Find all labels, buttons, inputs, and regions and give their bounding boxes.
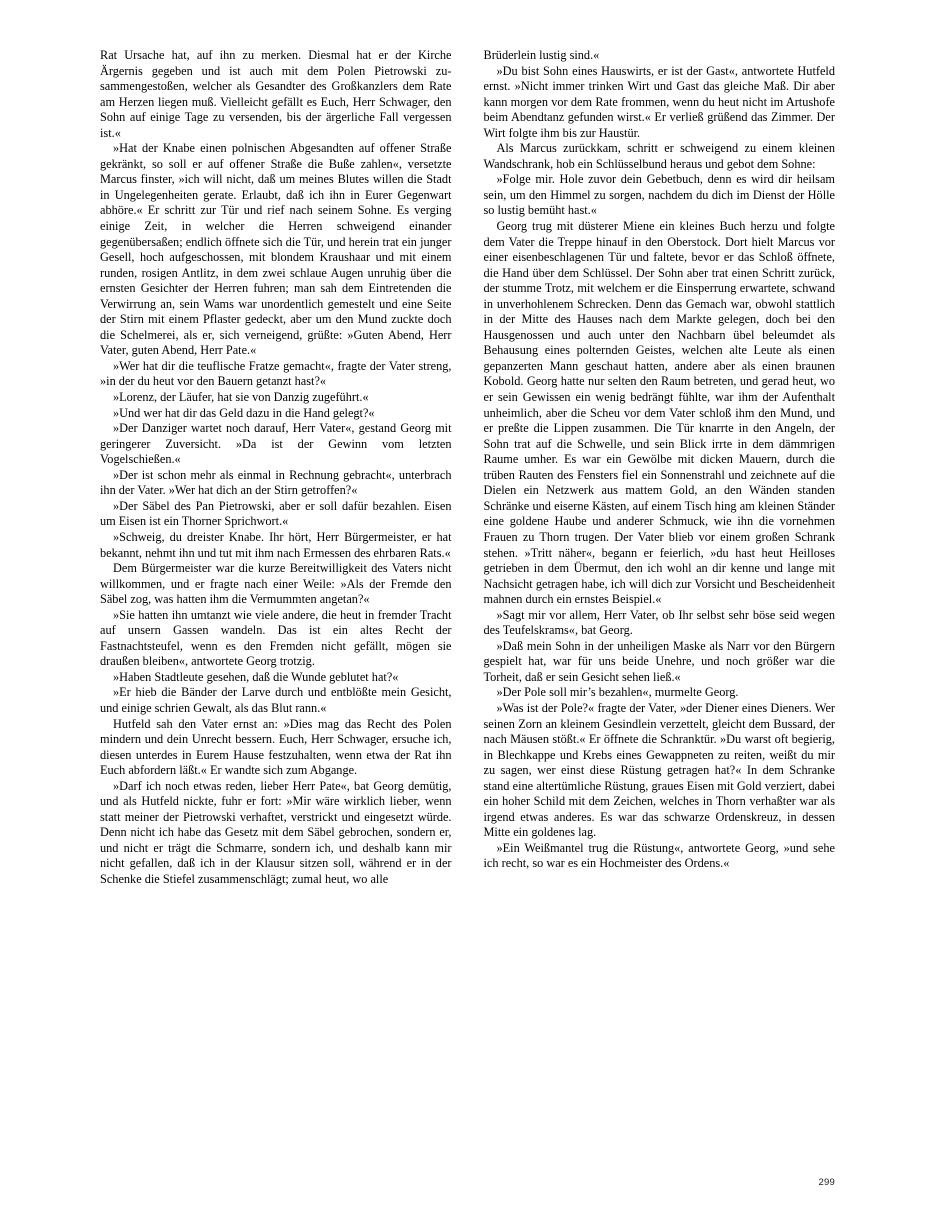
paragraph: »Wer hat dir die teuflische Fratze gemacht«, fragte der Vater streng, »in der du heut vor den Bauern getanzt hast?« [100, 358, 452, 389]
paragraph: »Er hieb die Bänder der Larve durch und entblößte mein Gesicht, und einige schrien Gewalt, als das Blut rann.« [100, 685, 452, 715]
paragraph: Brüderlein lustig sind.« [483, 48, 600, 62]
paragraph: »Sie hatten ihn umtanzt wie viele andere, die heut in fremder Tracht auf unsern Gassen wandeln. Das ist ein altes Recht der Fastnachtsteufel, wenn es den Fremden nicht gefällt, mögen sie draußen bleiben«, antwortete Georg trotzig. [100, 607, 452, 669]
right-column [484, 48, 836, 1138]
paragraph: »Was ist der Pole?« fragte der Vater, »der Diener eines Dieners. Wer seinen Zorn an kleinem Gesindlein verzettelt, gleicht dem Bussard, der nach Mäusen stößt.« Er öffnete die Schranktür. »Du warst oft begierig, in Blechkappe und Krebs eines Gewappneten zu reiten, weißt du mir zu sagen, wer einst diese Rüstung getragen hat?« In dem Schranke stand eine altertümliche Rüstung, graues Eisen mit Gold verziert, dabei ein hoher Schild mit dem Zeichen, welches in Thorn verhaßter war als irgend etwas anderes. Es war das schwarze Ordenskreuz, in dessen Mitte ein goldenes lag. [483, 700, 835, 840]
paragraph: »Darf ich noch etwas reden, lieber Herr Pate«, bat Georg demütig, und als Hutfeld nickte, fuhr er fort: »Mir wäre wirklich lieber, wenn statt meiner der Pietrowski verhaftet, verstrickt und eingesetzt würde. Denn nicht ich habe das Gesetz mit dem Säbel gebrochen, sondern er, und nicht er trägt die Schmarre, sondern ich, und deshalb kann mir nicht gefallen, daß ich in der Klausur sitzen soll, während er in der Schenke die Stiefel zusammenschlägt; zumal heut, wo alle [100, 778, 452, 886]
paragraph: »Der ist schon mehr als einmal in Rechnung gebracht«, unterbrach ihn der Vater. »Wer hat dich an der Stirn getroffen?« [100, 467, 452, 498]
paragraph: Georg trug mit düsterer Miene ein kleines Buch herzu und folgte dem Vater die Treppe hinauf in den Oberstock. Dort hielt Marcus vor einer eisenbeschlagenen Tür und faltete, bevor er das Schloß öffnete, die Hand über dem Schlüssel. Der Sohn aber trat einen Schritt zurück, der stumme Trotz, mit welchem er die Einsperrung erwartete, schwand in unverhohlenem Schrecken. Denn das Gemach war, obwohl stattlich in der Mitte des Hauses nach dem Markte gelegen, doch bei den Hausgenossen und auch unter den Nachbarn übel beleumdet als Behausung eines polternden Geistes, welchen alte Leute als einen gepanzerten Mann geschaut hatten, andere aber als einen braunen Kobold. Georg hatte nur selten den Raum betreten, und gerad heut, wo er sein Gewissen ein wenig bedrängt fühlte, war ihm der Aufenthalt unheimlich, aber die Scheu vor dem Vater schloß ihm den Mund, und er preßte die Lippen zusammen. Die Tür knarrte in den Angeln, der Sohn trat auf die Schwelle, und sein Blick irrte in dem dämmrigen Raume umher. Es war ein Gewölbe mit dicken Mauern, durch die trüben Rauten des Fensters fiel ein Sonnenstrahl und zeichnete auf die Dielen ein Netzwerk aus mattem Gold, an den Wänden standen Schränke und eiserne Kästen, auf einem Tisch hing am kleinen Ständer eine goldene Haube und anderer Schmuck, wie ihn die vornehmen Frauen zu Thorn trugen. Der Vater blieb vor einem großen Schrank stehen. »Tritt näher«, begann er feierlich, »du hast heut Heilloses getrieben in dem Übermut, den ich wohl an dir kenne und lange mit Nachsicht getragen habe, ich will dich zur Vorsicht und Bescheidenheit mahnen durch ein ernstes Beispiel.« [483, 219, 835, 607]
paragraph: »Schweig, du dreister Knabe. Ihr hört, Herr Bürgermeister, er hat bekannt, nehmt ihn und tut mit ihm nach Ermessen des ehrbaren Rats.« [100, 529, 452, 560]
paragraph: »Ein Weißmantel trug die Rüstung«, antwortete Georg, »und sehe ich recht, so war es ein Hochmeister des Ordens.« [483, 840, 835, 871]
paragraph: »Folge mir. Hole zuvor dein Gebetbuch, denn es wird dir heilsam sein, um den Himmel zu sorgen, nachdem du dich im Dienst der Hölle so lustig bemüht hast.« [483, 172, 835, 218]
left-column [100, 48, 452, 1138]
paragraph: »Hat der Knabe einen polnischen Abgesandten auf offener Straße gekränkt, so soll er auf offener Straße die Buße zahlen«, versetzte Marcus finster, »ich will nicht, daß um meines Blutes willen die Stadt in Ungelegenheiten gerate. Erlaubt, daß ich ihn in Eurer Gegenwart abhöre.« Er schritt zur Tür und rief nach seinem Sohne. Es verging einige Zeit, in welcher die Herren schweigend einander gegenübersaßen; endlich öffnete sich die Tür, und herein trat ein junger Gesell, hoch aufgeschossen, mit blondem Kraushaar und mit einem runden, rosigen Antlitz, in dem zwei schlaue Augen unruhig über die ernsten Gesichter der Herren fuhren; man sah dem Eintretenden die Verwirrung an, sein Wams war unordentlich gemestelt und eine Seite der Stirn mit einem Pflaster gedeckt, aber um den Mund zuckte doch die Schelmerei, als er, sich verneigend, grüßte: »Guten Abend, Herr Vater, guten Abend, Herr Pate.« [100, 141, 452, 358]
paragraph: »Der Säbel des Pan Pietrowski, aber er soll dafür bezahlen. Eisen um Eisen ist ein Thorner Sprichwort.« [100, 498, 452, 529]
paragraph: »Daß mein Sohn in der unheiligen Maske als Narr vor den Bürgern gespielt hat, war für uns beide Unehre, und noch größer war die Torheit, daß er sein Gesicht sehen ließ.« [483, 638, 835, 684]
page-number: 299 [818, 1177, 835, 1188]
paragraph: »Und wer hat dir das Geld dazu in die Hand gelegt?« [113, 405, 375, 420]
paragraph: »Haben Stadtleute gesehen, daß die Wunde geblutet hat?« [113, 669, 399, 684]
paragraph: Als Marcus zurückkam, schritt er schweigend zu einem kleinen Wandschrank, hob ein Schlüsselbund heraus und gebot dem Sohne: [483, 141, 835, 171]
paragraph: Hutfeld sah den Vater ernst an: »Dies mag das Recht des Polen mindern und dein Unrecht bessern. Euch, Herr Schwager, ersuche ich, diesen unterdes in Eurem Hause festzuhalten, wenn etwa der Rat ihn Euch abfordern läßt.« Er wandte sich zum Abgange. [100, 716, 452, 778]
two-column-text-body [100, 48, 835, 1138]
paragraph: Dem Bürgermeister war die kurze Bereitwilligkeit des Vaters nicht willkommen, und er fragte nach einer Weile: »Als der Fremde den Säbel zog, was hatten ihm die Vermummten angetan?« [100, 561, 452, 607]
paragraph: »Sagt mir vor allem, Herr Vater, ob Ihr selbst sehr böse seid wegen des Teufelskrams«, bat Georg. [483, 607, 835, 638]
paragraph: »Lorenz, der Läufer, hat sie von Danzig zugeführt.« [113, 390, 369, 405]
paragraph: Rat Ursache hat, auf ihn zu merken. Diesmal hat er der Kirche Ärgernis gegeben und ist auch mit dem Polen Pietrowski zusammengestoßen, welcher als Gesandter des Großkanzlers dem Rate am Herzen liegen muß. Vielleicht gefällt es Euch, Herr Schwager, den Sohn auf einige Tage zu versenden, bis der ärgerliche Fall vergessen ist.« [100, 48, 452, 140]
paragraph: »Du bist Sohn eines Hauswirts, er ist der Gast«, antwortete Hutfeld ernst. »Nicht immer trinken Wirt und Gast das gleiche Maß. Dir aber kann morgen vor dem Rate frommen, wenn du heut nicht im Artushofe beim Abendtanz gefunden wirst.« Er verließ grüßend das Zimmer. Der Wirt folgte ihm bis zur Haustür. [483, 63, 835, 140]
paragraph: »Der Danziger wartet noch darauf, Herr Vater«, gestand Georg mit geringerer Zuversicht. »Da ist der Gewinn vom letzten Vogelschießen.« [100, 421, 452, 467]
paragraph: »Der Pole soll mir’s bezahlen«, murmelte Georg. [496, 685, 739, 700]
